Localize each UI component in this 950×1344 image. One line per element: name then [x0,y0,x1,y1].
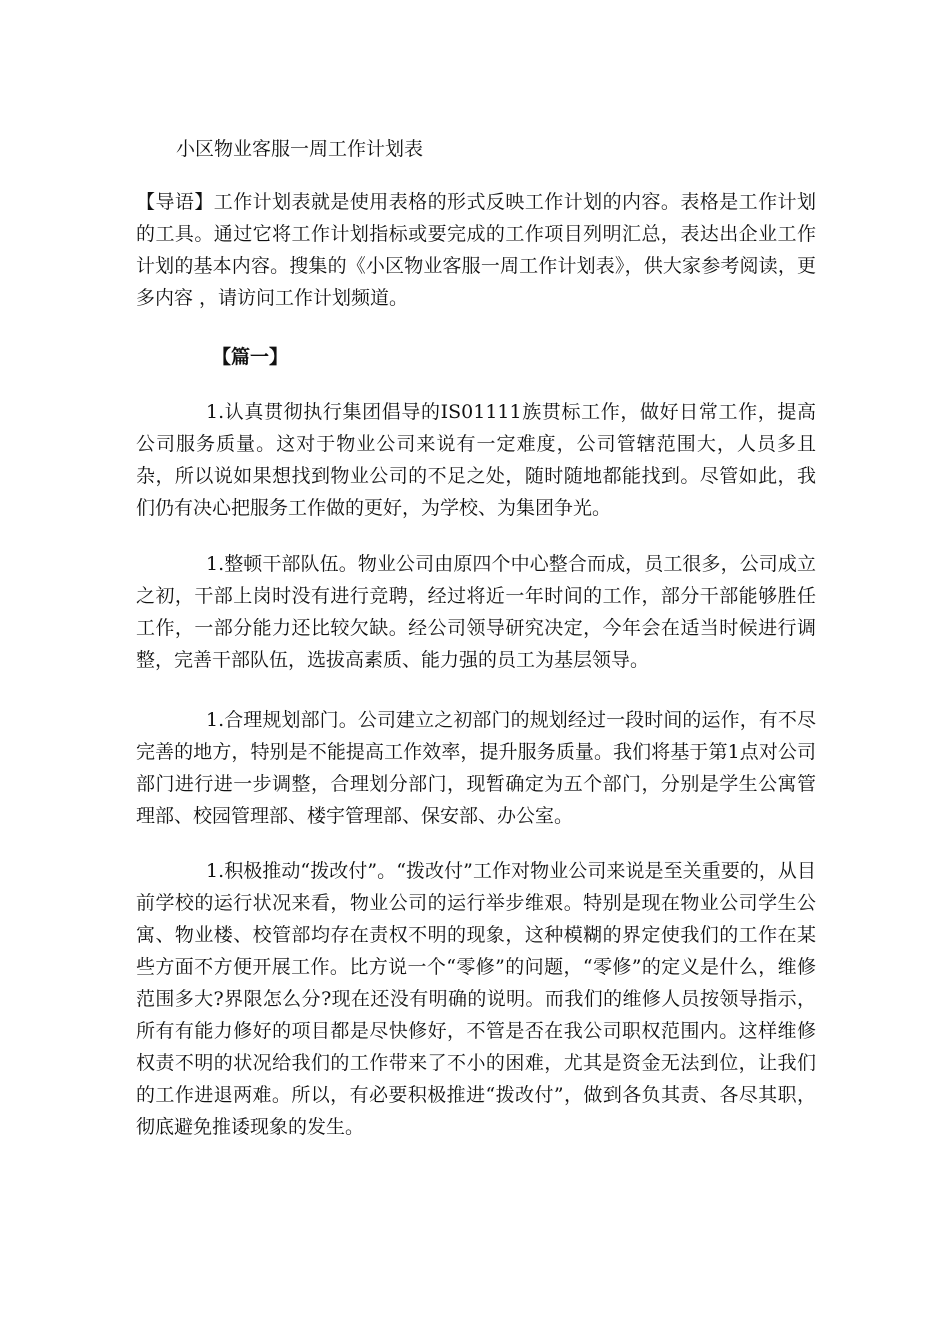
intro-paragraph: 【导语】工作计划表就是使用表格的形式反映工作计划的内容。表格是工作计划的工具。通过它将工作计划指标或要完成的工作项目列明汇总，表达出企业工作计划的基本内容。搜集的《小区物业客服一周工作计划表》，供大家参考阅读，更多内容 ，请访问工作计划频道。 [136,191,816,309]
body-paragraph-3: 1.合理规划部门。公司建立之初部门的规划经过一段时间的运作，有不尽完善的地方，特别是不能提高工作效率，提升服务质量。我们将基于第1点对公司部门进行进一步调整，合理划分部门，现暂确定为五个部门，分别是学生公寓管理部、校园管理部、楼宇管理部、保安部、办公室。 [136,709,816,827]
document-title: 小区物业客服一周工作计划表 [176,138,424,160]
body-paragraph-2: 1.整顿干部队伍。物业公司由原四个中心整合而成，员工很多，公司成立之初，干部上岗时没有进行竞聘，经过将近一年时间的工作，部分干部能够胜任工作，一部分能力还比较欠缺。经公司领导研究决定，今年会在适当时候进行调整，完善干部队伍，选拔高素质、能力强的员工为基层领导。 [136,553,816,671]
section-label: 【篇一】 [212,346,289,368]
body-paragraph-4: 1.积极推动“拨改付”。“拨改付”工作对物业公司来说是至关重要的，从目前学校的运行状况来看，物业公司的运行举步维艰。特别是现在物业公司学生公寓、物业楼、校管部均存在责权不明的现象，这种模糊的界定使我们的工作在某些方面不方便开展工作。比方说一个“零修”的问题，“零修”的定义是什么，维修范围多大?界限怎么分?现在还没有明确的说明。而我们的维修人员按领导指示，所有有能力修好的项目都是尽快修好，不管是否在我公司职权范围内。这样维修权责不明的状况给我们的工作带来了不小的困难，尤其是资金无法到位，让我们的工作进退两难。所以，有必要积极推进“拨改付”，做到各负其责、各尽其职，彻底避免推诿现象的发生。 [136,860,816,1138]
body-paragraph-1: 1.认真贯彻执行集团倡导的IS01111族贯标工作，做好日常工作，提高公司服务质量。这对于物业公司来说有一定难度，公司管辖范围大，人员多且杂，所以说如果想找到物业公司的不足之处，随时随地都能找到。尽管如此，我们仍有决心把服务工作做的更好，为学校、为集团争光。 [136,401,816,519]
